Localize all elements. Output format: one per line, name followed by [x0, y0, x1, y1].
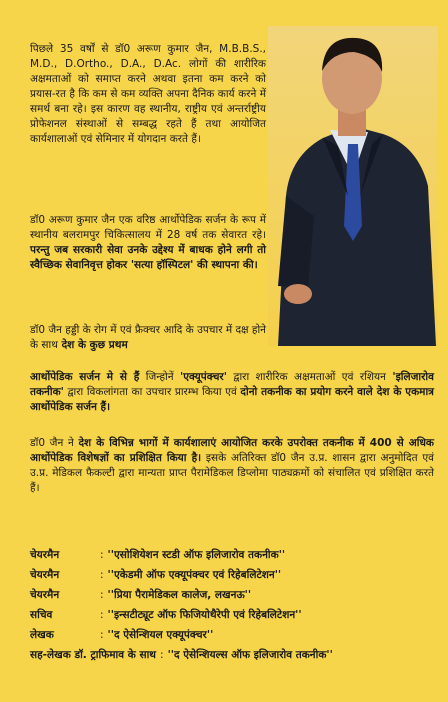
- credit-row: [30, 645, 440, 665]
- career-paragraph: [30, 213, 266, 273]
- doctor-photo: [268, 26, 438, 346]
- training-highlight: देश के विभिन्न भागों में कार्यशालाएं आयोजित करके उपरोक्त तकनीक में 400 से अधिक आर्थोपेडिक विशेषज्ञों का प्रशिक्षित किया है।: [30, 437, 434, 464]
- credit-sep: :: [160, 649, 164, 661]
- expertise-bold-4: दोनो तकनीक का प्रयोग करने वाले देश के एकमात्र आर्थोपेडिक सर्जन हैं।: [30, 386, 434, 413]
- expertise-paragraph-cont: [30, 370, 434, 415]
- credit-role: चेयरमैन: [30, 589, 60, 601]
- intro-paragraph: पिछले 35 वर्षों से डॉ0 अरूण कुमार जैन, M.B.B.S., M.D., D.Ortho., D.A., D.Ac. लोगों की शारीरिक अक्षमताओं को समाप्त करने अथवा इतना कम करने को प्रयास-रत है कि कम से कम व्यक्ति अपना दैनिक कार्य करने में समर्थ बना रहे। इस कारण वह स्थानीय, राष्ट्रीय एवं अन्तर्राष्ट्रीय प्रोफेशनल संस्थाओं से सम्बद्ध रहते हैं तथा आयोजित कार्यशालाओं एवं सेमिनार में योगदान करते हैं।: [30, 43, 266, 145]
- ilizarov-term: 'इलिजारोव तकनीक': [30, 371, 434, 398]
- credit-value: ''द ऐसेन्शियल एक्यूपंक्चर'': [107, 629, 214, 641]
- acupuncture-term: 'एक्यूपंक्चर': [180, 371, 227, 383]
- credit-sep: :: [100, 629, 104, 641]
- career-text: डॉ0 अरूण कुमार जैन एक वरिष्ठ आर्थोपेडिक सर्जन के रूप में स्थानीय बलरामपुर चिकित्सालय में 28 वर्ष तक सेवारत रहे।: [30, 214, 266, 241]
- credits-list: [30, 545, 440, 665]
- credit-role: लेखक: [30, 629, 54, 641]
- credit-row: [30, 605, 440, 625]
- training-text-1: डॉ0 जैन ने: [30, 437, 79, 449]
- training-text-2: इसके अतिरिक्त डॉ0 जैन उ.प्र. शासन द्वारा अनुमोदित एवं उ.प्र. मेडिकल फैकल्टी द्वारा मान्यता प्राप्त पैरामेडिकल डिप्लोमा पाठ्यक्रमों को संचालित एवं प्रशिक्षित करते हैं।: [30, 452, 434, 494]
- credit-role: सह-लेखक डॉ. ट्राफिमाव के साथ: [30, 649, 157, 661]
- credit-value: ''इन्सटीट्यूट ऑफ फिजियोथैरेपी एवं रिहेबलिटेशन'': [107, 609, 302, 621]
- credit-sep: :: [100, 549, 104, 561]
- credit-value: ''एकेडमी ऑफ एक्यूपंक्चर एवं रिहेबलिटेशन'': [107, 569, 282, 581]
- credit-row: [30, 565, 440, 585]
- credit-role: चेयरमैन: [30, 569, 60, 581]
- credit-value: ''प्रिया पैरामेडिकल कालेज, लखनऊ'': [107, 589, 252, 601]
- expertise-highlight: देश के कुछ प्रथम: [57, 339, 128, 351]
- expertise-normal-1: जिन्होनें: [139, 371, 181, 383]
- credit-value: ''एसोशियेशन स्टडी ऑफ इलिजारोव तकनीक'': [107, 549, 286, 561]
- expertise-normal-3: द्वारा विकलांगता का उपचार प्रारम्भ किया एवं: [63, 386, 241, 398]
- credit-value: ''द ऐसेन्शियल्स ऑफ इलिजारोव तकनीक'': [167, 649, 333, 661]
- credit-row: [30, 585, 440, 605]
- expertise-bold-1: आर्थोपेडिक सर्जन मे से हैं: [30, 371, 140, 383]
- career-highlight: परन्तु जब सरकारी सेवा उनके उद्देश्य में बाधक होने लगी तो स्वैच्छिक सेवानिवृत्त होकर 'सत्या हॉस्पिटल' की स्थापना की।: [30, 244, 266, 271]
- credit-row: [30, 625, 440, 645]
- credit-sep: :: [100, 589, 104, 601]
- expertise-text: डॉ0 जैन हड्डी के रोग में एवं फ्रैक्चर आदि के उपचार में दक्ष होने के साथ: [30, 324, 267, 351]
- credit-sep: :: [100, 609, 104, 621]
- expertise-paragraph-start: [30, 323, 266, 353]
- credit-role: चेयरमैन: [30, 549, 60, 561]
- credit-row: [30, 545, 440, 565]
- credit-sep: :: [100, 569, 104, 581]
- credit-role: सचिव: [30, 609, 53, 621]
- expertise-normal-2: द्वारा शारीरिक अक्षमताओं एवं रशियन: [226, 371, 393, 383]
- training-paragraph: [30, 436, 434, 496]
